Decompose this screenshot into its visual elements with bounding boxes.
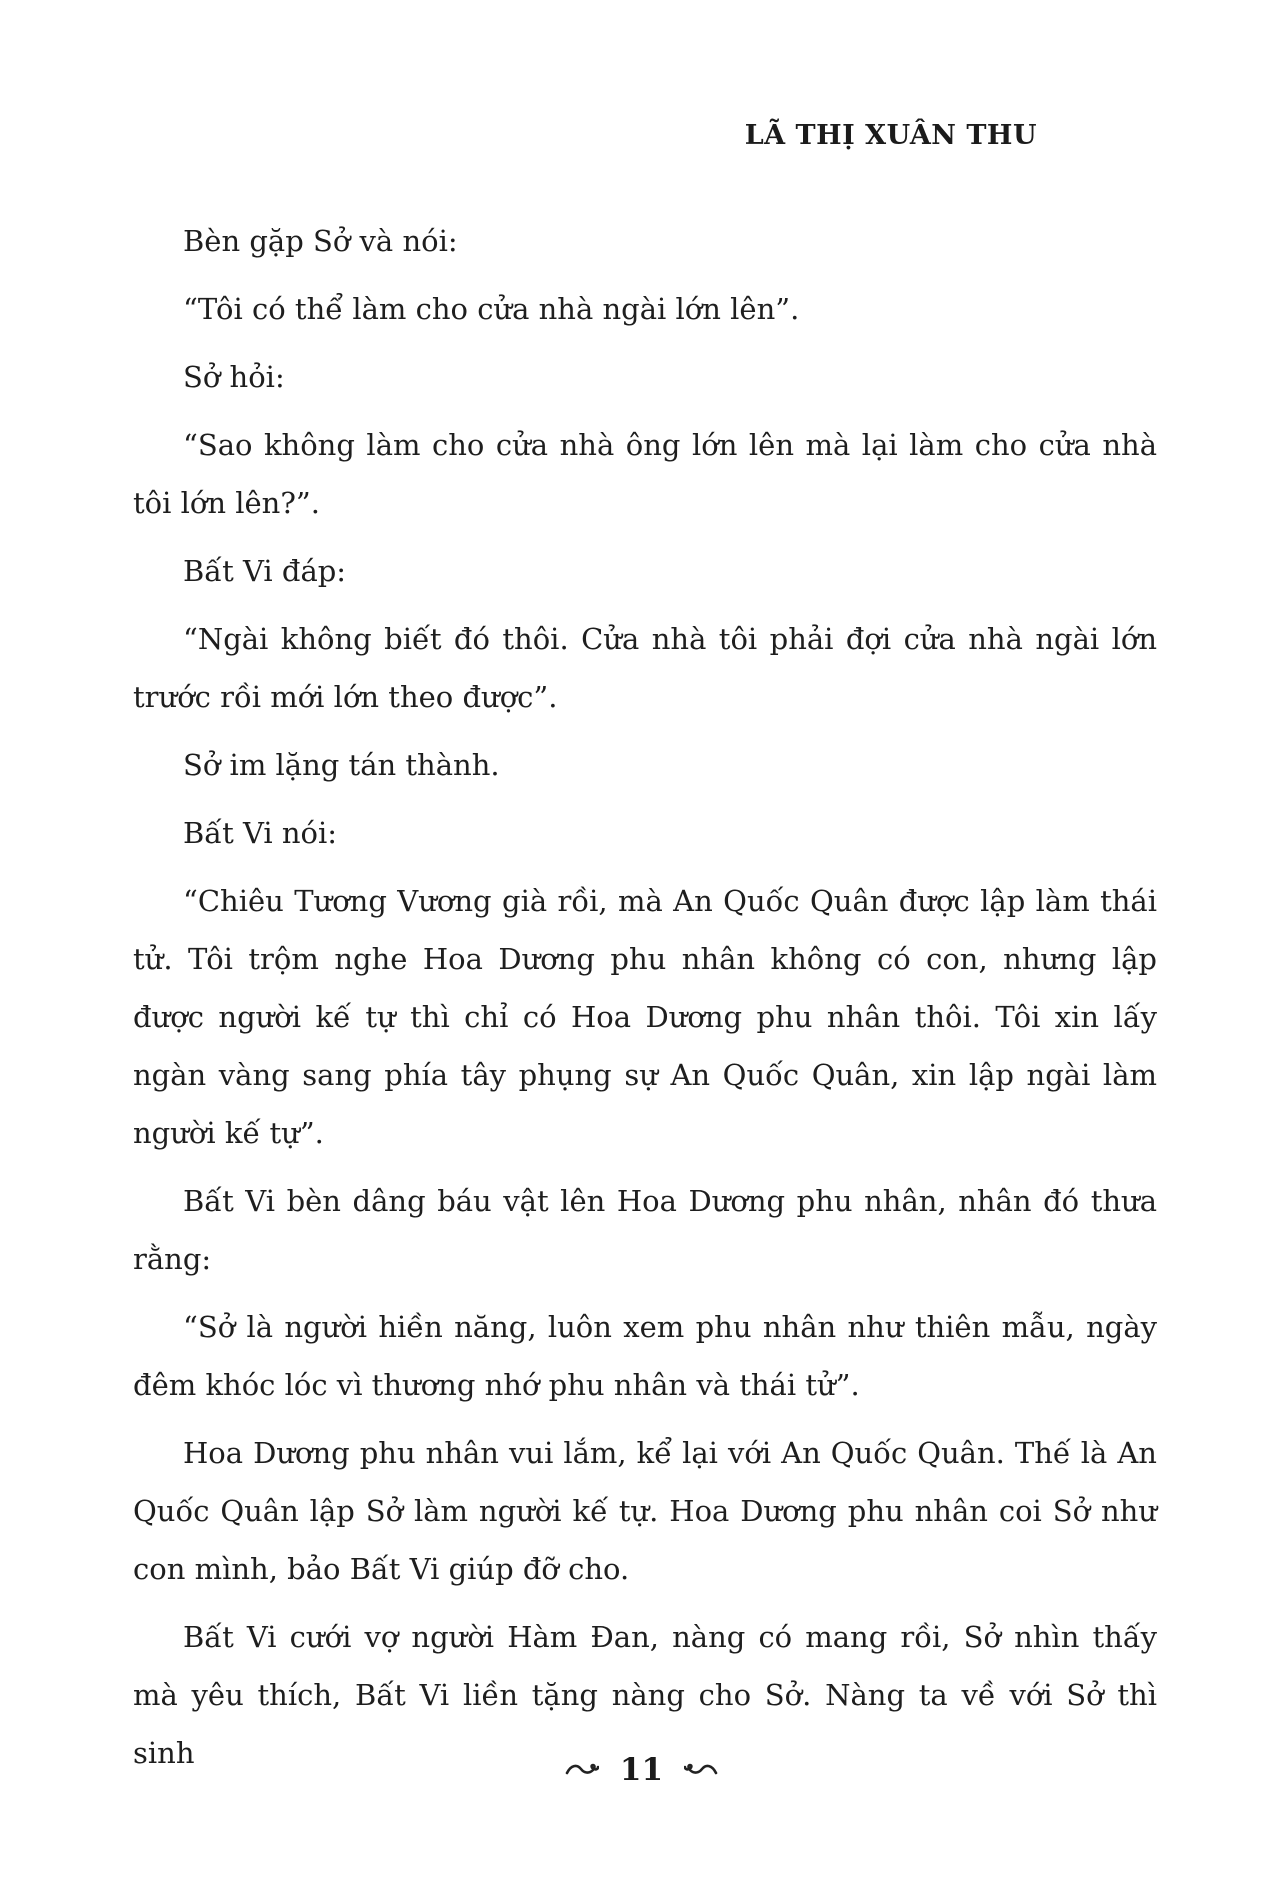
paragraph: Bèn gặp Sở và nói: — [183, 224, 458, 258]
paragraph: Sở hỏi: — [183, 360, 285, 394]
swirl-flourish-right-icon — [684, 1760, 718, 1780]
page-footer — [0, 1752, 1283, 1788]
page-body — [133, 212, 1157, 1792]
swirl-flourish-left-icon — [565, 1760, 599, 1780]
paragraph: Hoa Dương phu nhân vui lắm, kể lại với An Quốc Quân. Thế là An Quốc Quân lập Sở làm người kế tự. Hoa Dương phu nhân coi Sở như con mình, bảo Bất Vi giúp đỡ cho. — [133, 1436, 1157, 1586]
paragraph: Bất Vi cưới vợ người Hàm Đan, nàng có mang rồi, Sở nhìn thấy mà yêu thích, Bất Vi liền tặng nàng cho Sở. Nàng ta về với Sở thì sinh — [133, 1620, 1157, 1770]
page-number: 11 — [619, 1752, 664, 1788]
paragraph: Bất Vi đáp: — [183, 554, 347, 588]
paragraph: Sở im lặng tán thành. — [183, 748, 500, 782]
paragraph: Bất Vi nói: — [183, 816, 338, 850]
paragraph: “Sở là người hiền năng, luôn xem phu nhân như thiên mẫu, ngày đêm khóc lóc vì thương nhớ phu nhân và thái tử”. — [133, 1310, 1157, 1402]
paragraph: “Ngài không biết đó thôi. Cửa nhà tôi phải đợi cửa nhà ngài lớn trước rồi mới lớn theo được”. — [133, 622, 1157, 714]
paragraph: “Sao không làm cho cửa nhà ông lớn lên mà lại làm cho cửa nhà tôi lớn lên?”. — [133, 428, 1157, 520]
running-header: LÃ THỊ XUÂN THU — [744, 120, 1037, 151]
paragraph: Bất Vi bèn dâng báu vật lên Hoa Dương phu nhân, nhân đó thưa rằng: — [133, 1184, 1157, 1276]
paragraph: “Tôi có thể làm cho cửa nhà ngài lớn lên”. — [183, 292, 800, 326]
paragraph: “Chiêu Tương Vương già rồi, mà An Quốc Quân được lập làm thái tử. Tôi trộm nghe Hoa Dương phu nhân không có con, nhưng lập được người kế tự thì chỉ có Hoa Dương phu nhân thôi. Tôi xin lấy ngàn vàng sang phía tây phụng sự An Quốc Quân, xin lập ngài làm người kế tự”. — [133, 884, 1157, 1150]
